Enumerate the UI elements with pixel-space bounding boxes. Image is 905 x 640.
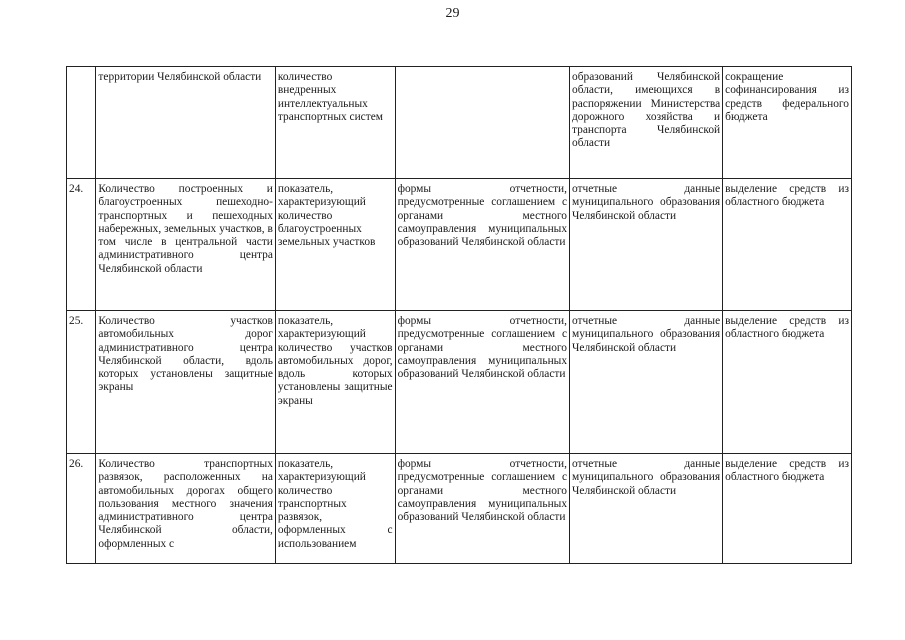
row-number-cell: 24.	[67, 179, 96, 311]
calculation-method-cell	[395, 67, 569, 179]
calculation-method-cell: формы отчетности, предусмотренные соглашением с органами местного самоуправления муниципальных образований Челябинской области	[395, 454, 569, 564]
indicator-description-cell: показатель, характеризующий количество благоустроенных земельных участков	[275, 179, 395, 311]
calculation-method-cell: формы отчетности, предусмотренные соглашением с органами местного самоуправления муниципальных образований Челябинской области	[395, 311, 569, 454]
indicator-name-cell: Количество построенных и благоустроенных пешеходно-транспортных и пешеходных набережных, земельных участков, в том числе в центральной части административного центра Челябинской области	[96, 179, 276, 311]
indicator-name-cell: территории Челябинской области	[96, 67, 276, 179]
calculation-method-cell: формы отчетности, предусмотренные соглашением с органами местного самоуправления муниципальных образований Челябинской области	[395, 179, 569, 311]
indicator-description-cell: показатель, характеризующий количество транспортных развязок, оформленных с использованием	[275, 454, 395, 564]
indicator-description-cell: показатель, характеризующий количество участков автомобильных дорог, вдоль которых установлены защитные экраны	[275, 311, 395, 454]
table-row	[67, 311, 852, 454]
table-row	[67, 67, 852, 179]
row-number-cell	[67, 67, 96, 179]
table-row	[67, 179, 852, 311]
indicator-name-cell: Количество участков автомобильных дорог административного центра Челябинской области, вдоль которых установлены защитные экраны	[96, 311, 276, 454]
row-number-cell: 26.	[67, 454, 96, 564]
row-number-cell: 25.	[67, 311, 96, 454]
data-source-cell: отчетные данные муниципального образования Челябинской области	[570, 179, 723, 311]
measures-cell: выделение средств из областного бюджета	[723, 311, 852, 454]
data-source-cell: образований Челябинской области, имеющихся в распоряжении Министерства дорожного хозяйства и транспорта Челябинской области	[570, 67, 723, 179]
table-row	[67, 454, 852, 564]
data-source-cell: отчетные данные муниципального образования Челябинской области	[570, 454, 723, 564]
measures-cell: выделение средств из областного бюджета	[723, 179, 852, 311]
page-number: 29	[445, 6, 460, 21]
measures-cell: сокращение софинансирования из средств федерального бюджета	[723, 67, 852, 179]
data-source-cell: отчетные данные муниципального образования Челябинской области	[570, 311, 723, 454]
measures-cell: выделение средств из областного бюджета	[723, 454, 852, 564]
indicators-table	[66, 66, 852, 564]
indicator-description-cell: количество внедренных интеллектуальных транспортных систем	[275, 67, 395, 179]
indicator-name-cell: Количество транспортных развязок, расположенных на автомобильных дорогах общего пользования местного значения административного центра Челябинской области, оформленных с	[96, 454, 276, 564]
